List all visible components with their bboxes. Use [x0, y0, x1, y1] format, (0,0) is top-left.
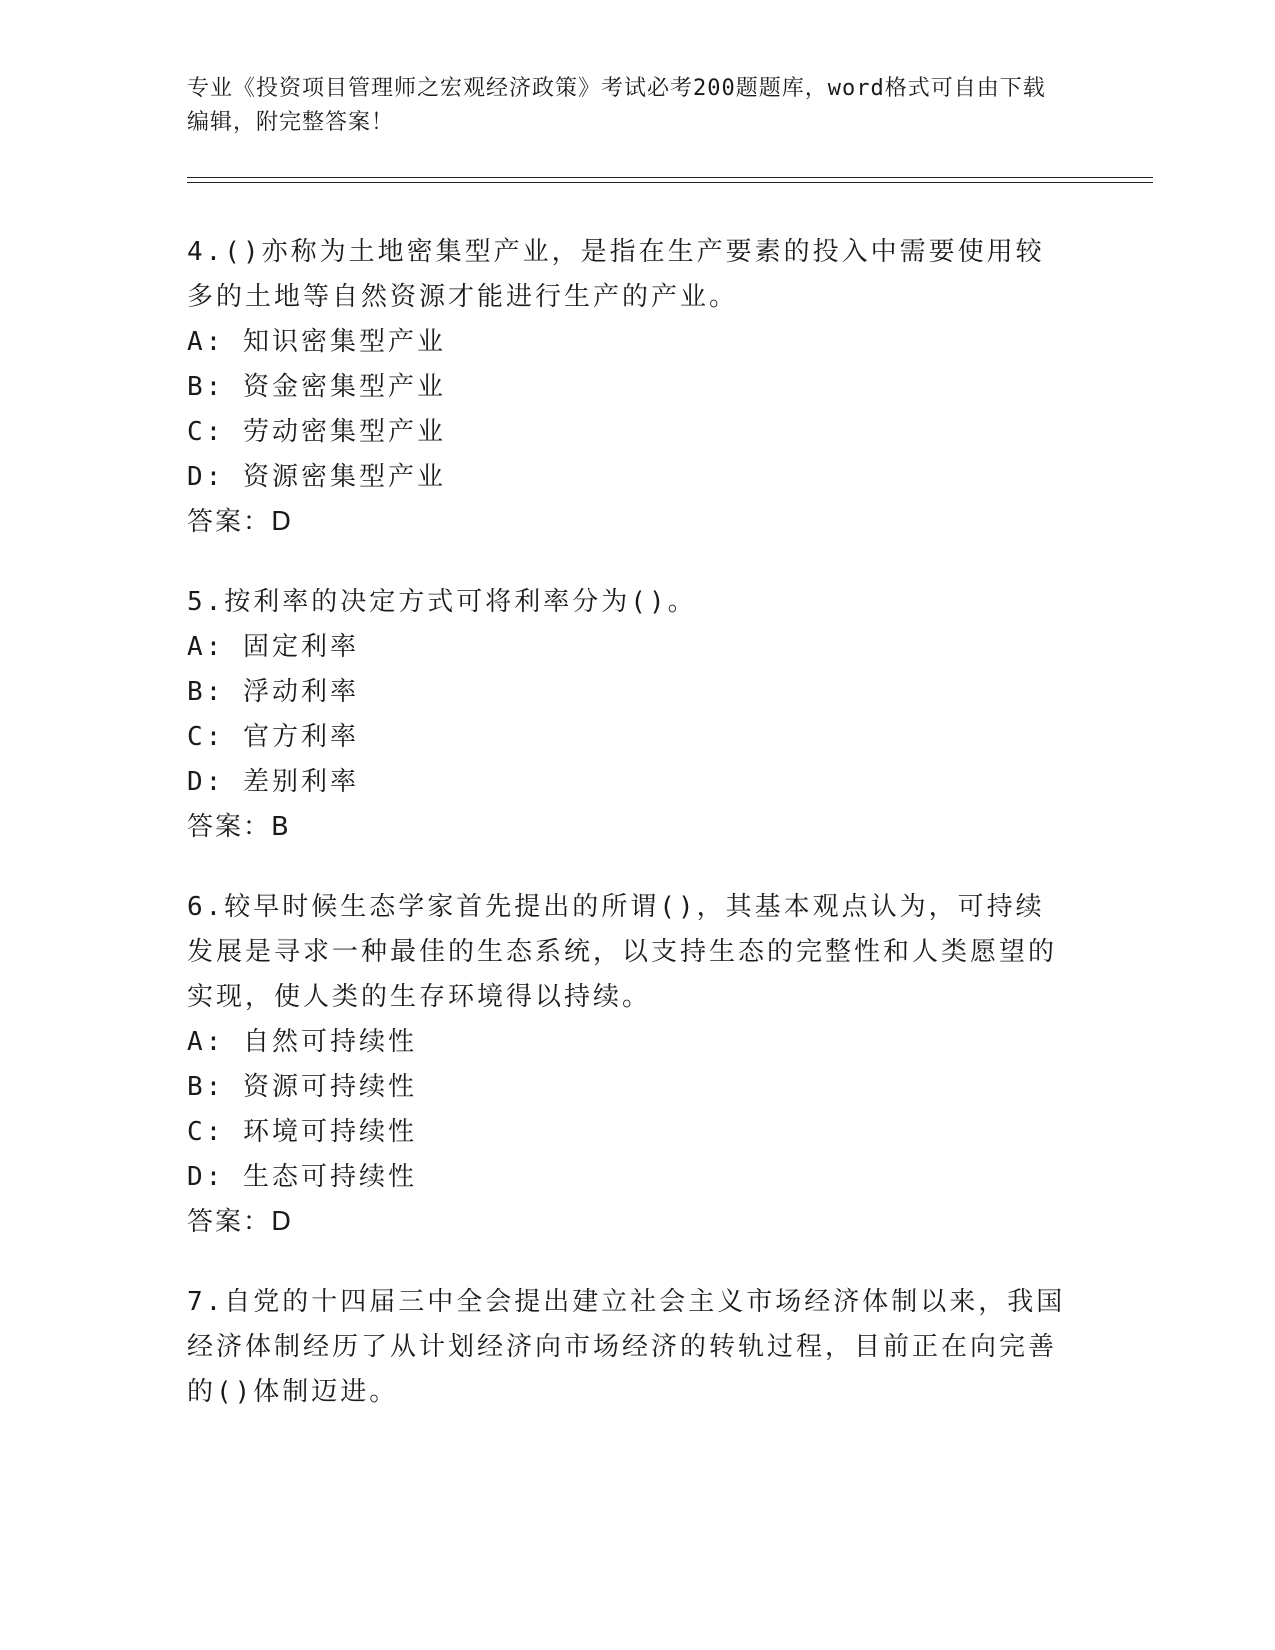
option-c: C: 官方利率: [187, 722, 359, 752]
question-text: 4.()亦称为土地密集型产业，是指在生产要素的投入中需要使用较多的土地等自然资源才能进行生产的产业。: [187, 237, 1045, 312]
header-divider-bottom: [187, 182, 1153, 183]
document-intro: 专业《投资项目管理师之宏观经济政策》考试必考200题题库，word格式可自由下载编辑，附完整答案！: [187, 76, 1046, 135]
option-b: B: 资源可持续性: [187, 1072, 417, 1102]
option-c: C: 环境可持续性: [187, 1117, 417, 1147]
question-list: [187, 230, 1067, 1450]
header-divider-top: [187, 177, 1153, 178]
option-c: C: 劳动密集型产业: [187, 417, 446, 447]
question-text: 6.较早时候生态学家首先提出的所谓()，其基本观点认为，可持续发展是寻求一种最佳的生态系统，以支持生态的完整性和人类愿望的实现，使人类的生存环境得以持续。: [187, 892, 1058, 1012]
option-d: D: 生态可持续性: [187, 1162, 417, 1192]
option-d: D: 资源密集型产业: [187, 462, 446, 492]
answer-line: 答案：D: [187, 507, 294, 537]
answer-line: 答案：B: [187, 812, 291, 842]
question-item: [187, 1280, 1067, 1415]
option-a: A: 自然可持续性: [187, 1027, 417, 1057]
question-item: [187, 230, 1067, 545]
option-d: D: 差别利率: [187, 767, 359, 797]
question-text: 5.按利率的决定方式可将利率分为()。: [187, 587, 697, 617]
question-text: 7.自党的十四届三中全会提出建立社会主义市场经济体制以来，我国经济体制经历了从计划经济向市场经济的转轨过程，目前正在向完善的()体制迈进。: [187, 1287, 1066, 1407]
option-b: B: 资金密集型产业: [187, 372, 446, 402]
option-b: B: 浮动利率: [187, 677, 359, 707]
option-a: A: 知识密集型产业: [187, 327, 446, 357]
question-item: [187, 885, 1067, 1245]
question-item: [187, 580, 1067, 850]
option-a: A: 固定利率: [187, 632, 359, 662]
answer-line: 答案：D: [187, 1207, 294, 1237]
